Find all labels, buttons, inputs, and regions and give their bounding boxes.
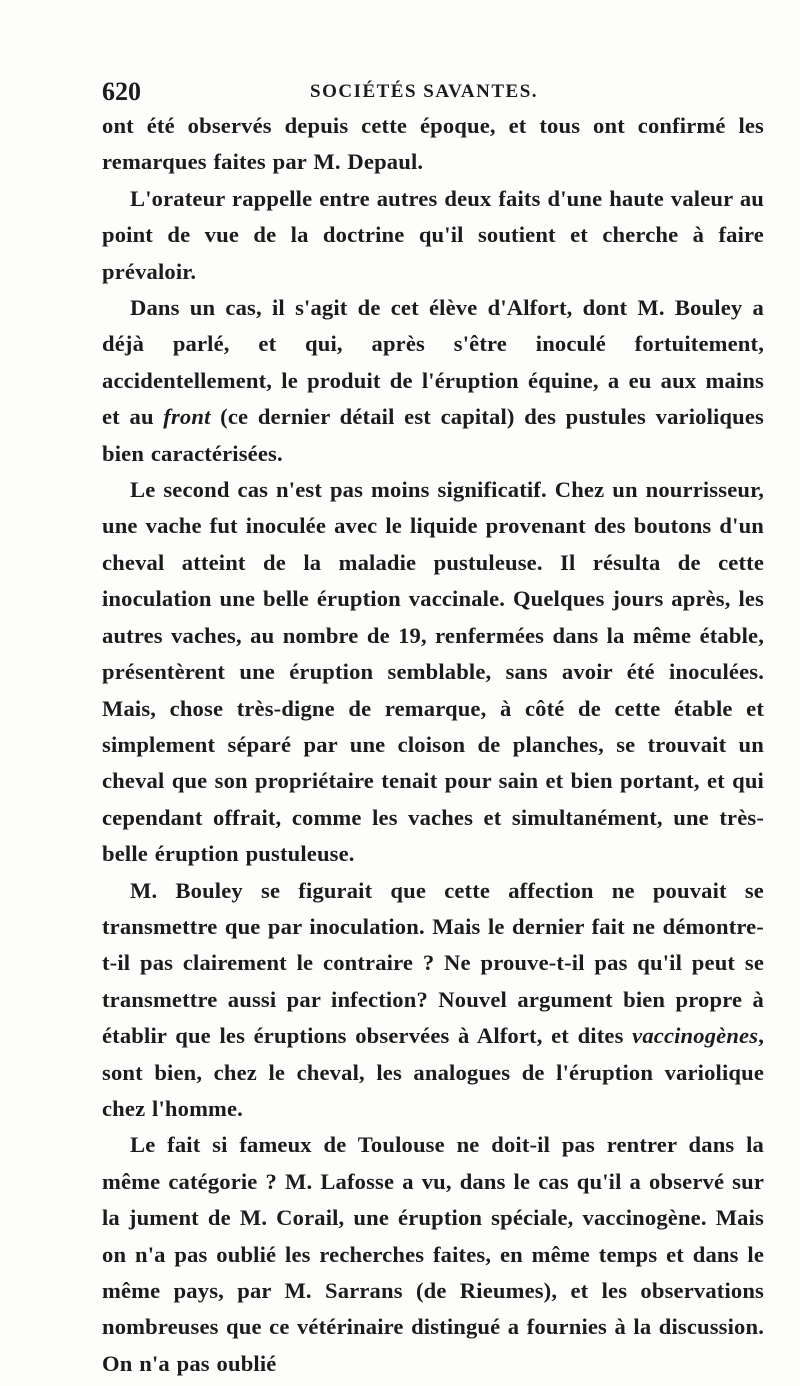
text-run: Le fait si fameux de Toulouse ne doit-il pas rentrer dans la même catégorie ? M. Lafosse a vu, dans le cas qu'il a observé sur la jument de M. Corail, une éruption spéciale, vaccinogène. Mais on n'a pas oublié les recherches faites, en même temps et dans le même pays, par M. Sarrans (de Rieumes), et les observations nombreuses que ce vétérinaire distingué a fournies à la discussion. On n'a pas oublié: [102, 1132, 764, 1376]
paragraph: [102, 290, 764, 472]
paragraph: [102, 873, 764, 1128]
text-run: M. Bouley se figurait que cette affection ne pouvait se transmettre que par inoculation. Mais le dernier fait ne démontre-t-il pas clairement le contraire ? Ne prouve-t-il pas qu'il peut se transmettre aussi par infection? Nouvel argument bien propre à établir que les éruptions observées à Alfort, et dites: [102, 877, 764, 1049]
paragraph: [102, 472, 764, 872]
italic-text-run: front: [163, 404, 211, 430]
paragraph: [102, 108, 764, 181]
page-header: [102, 70, 764, 114]
paragraph: [102, 181, 764, 290]
italic-text-run: vaccinogènes: [632, 1023, 759, 1049]
paragraph: [102, 1127, 764, 1382]
text-run: Dans un cas, il s'agit de cet élève d'Alfort, dont M. Bouley a déjà parlé, et qui, après s'être inoculé fortuitement, accidentellement, le produit de l'éruption équine, a eu aux mains et au: [102, 295, 764, 430]
text-run: , sont bien, chez le cheval, les analogues de l'éruption variolique chez l'homme.: [102, 1023, 764, 1121]
running-head: SOCIÉTÉS SAVANTES.: [310, 81, 539, 102]
text-run: L'orateur rappelle entre autres deux faits d'une haute valeur au point de vue de la doctrine qu'il soutient et cherche à faire prévaloir.: [102, 185, 764, 284]
text-run: ont été observés depuis cette époque, et tous ont confirmé les remarques faites par M. Depaul.: [102, 113, 764, 175]
body-text: [102, 108, 764, 1382]
page: [102, 70, 764, 1382]
text-run: (ce dernier détail est capital) des pustules varioliques bien caractérisées.: [102, 404, 764, 466]
page-number: 620: [102, 77, 141, 106]
text-run: Le second cas n'est pas moins significatif. Chez un nourrisseur, une vache fut inoculée avec le liquide provenant des boutons d'un cheval atteint de la maladie pustuleuse. Il résulta de cette inoculation une belle éruption vaccinale. Quelques jours après, les autres vaches, au nombre de 19, renfermées dans la même étable, présentèrent une éruption semblable, sans avoir été inoculées. Mais, chose très-digne de remarque, à côté de cette étable et simplement séparé par une cloison de planches, se trouvait un cheval que son propriétaire tenait pour sain et bien portant, et qui cependant offrait, comme les vaches et simultanément, une très-belle éruption pustuleuse.: [102, 477, 764, 867]
